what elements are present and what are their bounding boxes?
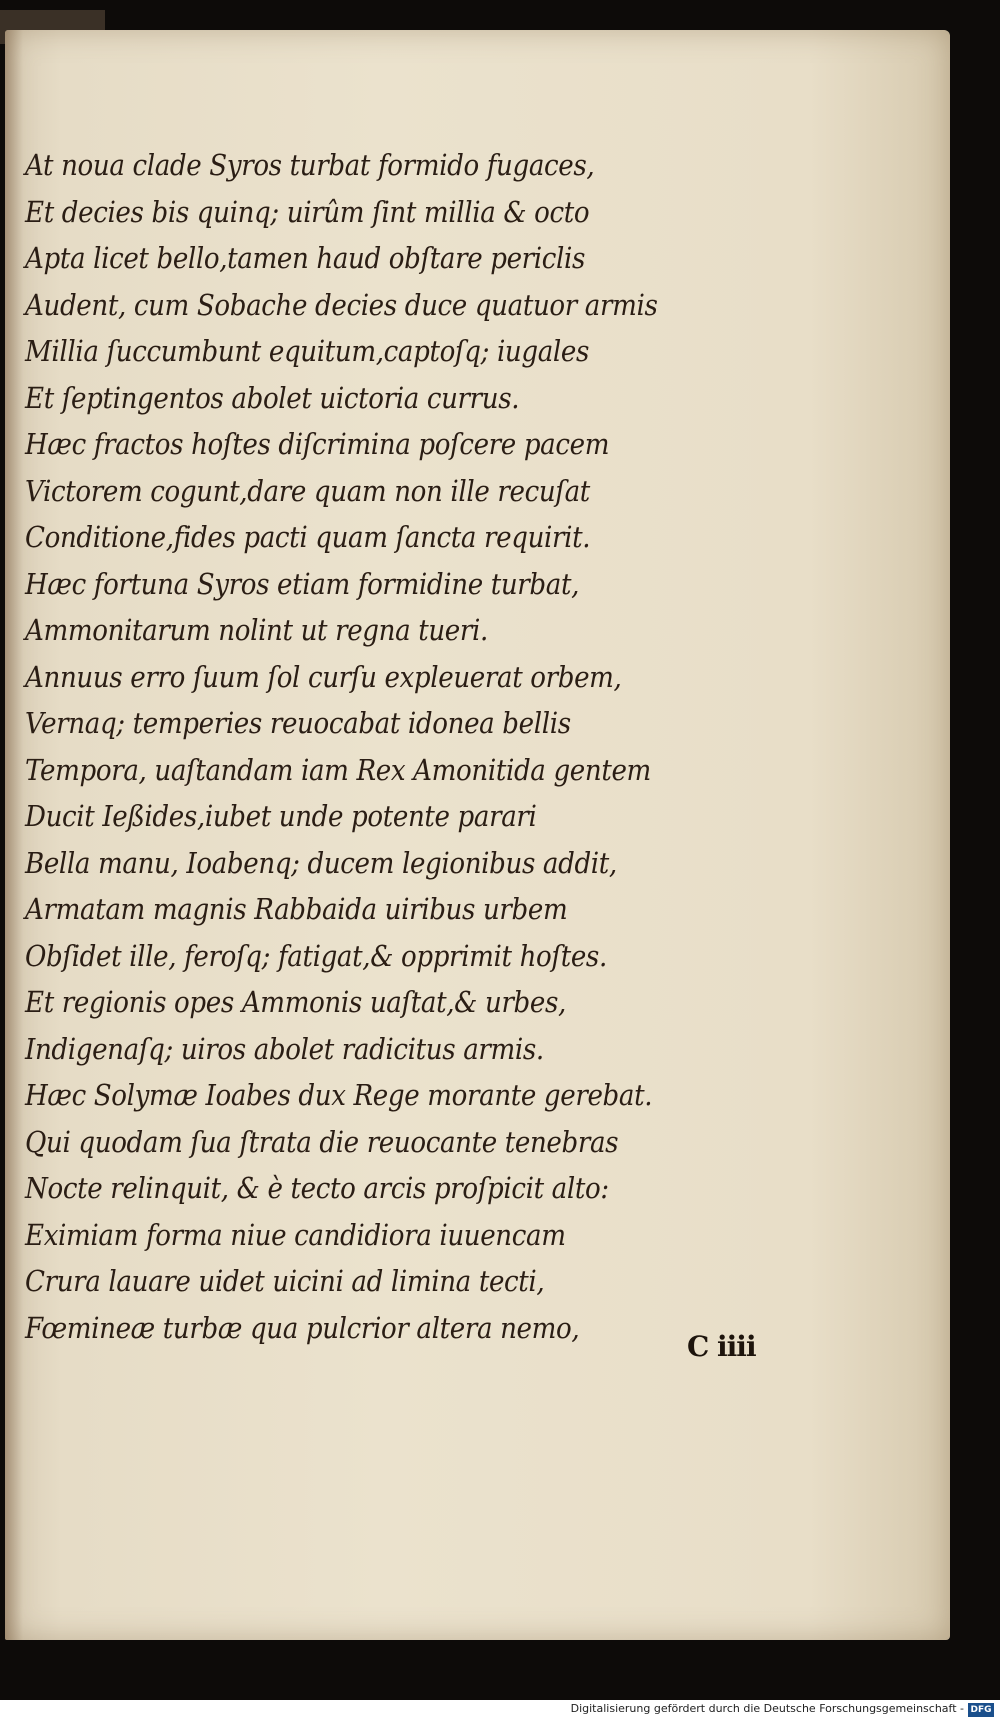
book-page: [5, 30, 950, 1640]
verse-line: Hæc fractos hoſtes diſcrimina poſcere pacem: [25, 427, 610, 461]
verse-line: Fœmineæ turbæ qua pulcrior altera nemo,: [25, 1310, 580, 1345]
verse-line: Et regionis opes Ammonis uaſtat,& urbes,: [25, 985, 566, 1019]
verse-line: Qui quodam ſua ſtrata die reuocante tenebras: [25, 1124, 619, 1159]
verse-line: Victorem cogunt,dare quam non ille recuſat: [25, 473, 590, 508]
verse-line: Tempora, uaſtandam iam Rex Amonitida gentem: [25, 752, 651, 787]
signature-mark: C iiii: [687, 1330, 756, 1363]
verse-line: Annuus erro ſuum ſol curſu expleuerat orbem,: [25, 659, 622, 694]
verse-line: Et ſeptingentos abolet uictoria currus.: [25, 380, 520, 415]
dfg-logo-icon: DFG: [968, 1703, 994, 1717]
verse-line: At noua clade Syros turbat formido fugaces,: [25, 148, 595, 182]
verse-line: Nocte relinquit, & è tecto arcis proſpicit alto:: [25, 1171, 609, 1205]
verse-line: Hæc fortuna Syros etiam formidine turbat,: [25, 566, 580, 601]
verse-line: Bella manu, Ioabenq; ducem legionibus addit,: [25, 845, 617, 880]
page-gutter-shadow: [5, 30, 23, 1640]
verse-line: Ammonitarum nolint ut regna tueri.: [25, 613, 488, 647]
verse-line: Audent, cum Sobache decies duce quatuor armis: [25, 287, 658, 322]
verse-line: Et decies bis quinq; uirûm ſint millia & octo: [25, 194, 590, 229]
funding-credit: Digitalisierung gefördert durch die Deutsche Forschungsgemeinschaft -: [570, 1702, 964, 1715]
verse-line: Ducit Ießides,iubet unde potente parari: [25, 799, 537, 833]
verse-line: Hæc Solymæ Ioabes dux Rege morante gerebat.: [25, 1078, 653, 1112]
verse-line: Obſidet ille, feroſq; fatigat,& opprimit hoſtes.: [25, 938, 607, 973]
verse-line: Apta licet bello,tamen haud obſtare periclis: [25, 241, 586, 275]
verse-line: Vernaq; temperies reuocabat idonea bellis: [25, 706, 571, 740]
digitization-footer: [0, 1700, 1000, 1722]
verse-line: Millia ſuccumbunt equitum,captoſq; iugales: [25, 334, 590, 368]
verse-line: Eximiam forma niue candidiora iuuencam: [25, 1217, 566, 1252]
verse-line: Indigenaſq; uiros abolet radicitus armis.: [25, 1031, 544, 1066]
verse-block: [25, 142, 825, 1351]
verse-line: Crura lauare uidet uicini ad limina tecti,: [25, 1264, 545, 1298]
verse-line: Conditione,fides pacti quam ſancta requirit.: [25, 520, 591, 554]
verse-line: Armatam magnis Rabbaida uiribus urbem: [25, 892, 568, 926]
